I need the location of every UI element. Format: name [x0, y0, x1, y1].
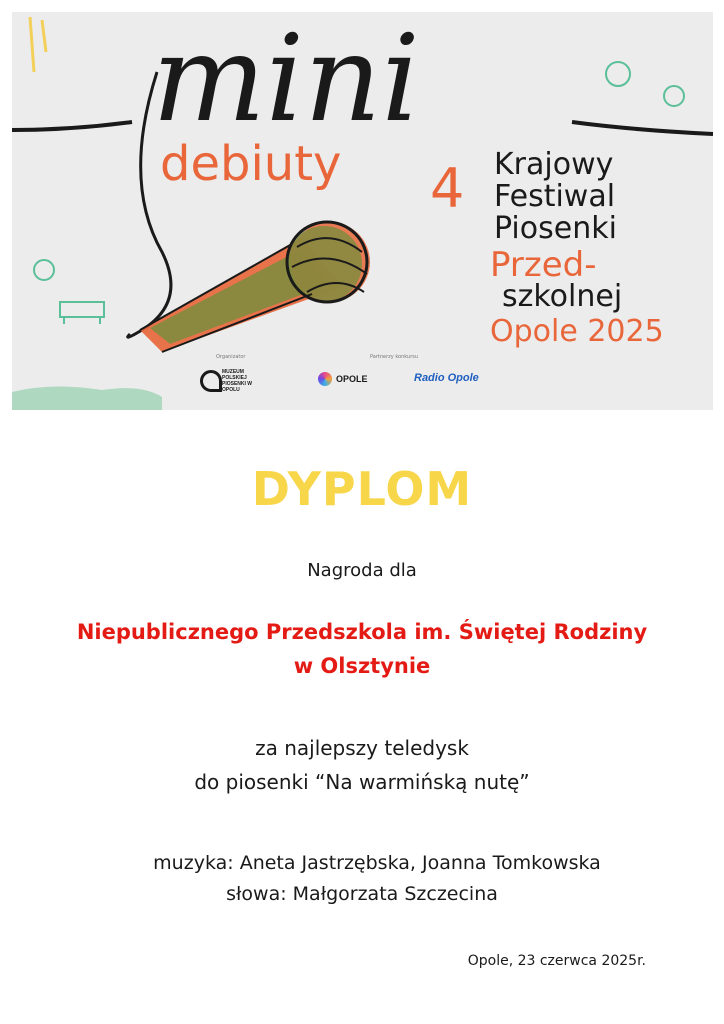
recipient-line-2: w Olsztynie: [293, 654, 431, 678]
festival-line-4: Przed-: [490, 245, 597, 285]
organizer-name: MUZEUM POLSKIEJ PIOSENKI W OPOLU: [222, 369, 253, 393]
festival-line-3: Piosenki: [494, 211, 617, 246]
festival-line-1: Krajowy: [494, 147, 614, 182]
partners-label: Partnerzy konkursu: [370, 354, 419, 360]
logo-number: 4: [430, 157, 465, 220]
animal-doodle-icon: [60, 302, 104, 324]
award-for-text: Nagroda dla: [307, 560, 417, 581]
opole-logo-icon: [318, 372, 332, 386]
festival-line-2: Festiwal: [494, 179, 616, 214]
festival-line-6: Opole 2025: [490, 314, 664, 349]
green-blob: [12, 386, 162, 410]
recipient-line-1: Niepublicznego Przedszkola im. Świętej Rodziny: [76, 620, 648, 644]
reason-line-1: za najlepszy teledysk: [255, 736, 469, 760]
logo-debiuty: debiuty: [160, 136, 342, 192]
reason-line-2: do piosenki “Na warmińską nutę”: [194, 770, 530, 794]
organizer-label: Organizator: [216, 354, 246, 360]
yellow-strokes: [30, 17, 46, 72]
museum-logo-icon: [200, 370, 222, 392]
lyrics-credit: słowa: Małgorzata Szczecina: [226, 883, 498, 905]
place-date: Opole, 23 czerwca 2025r.: [467, 953, 646, 969]
partner-opole: OPOLE: [336, 374, 368, 384]
partner-radio-opole: Radio Opole: [414, 372, 479, 384]
music-credit: muzyka: Aneta Jastrzębska, Joanna Tomkowska: [153, 852, 601, 874]
diploma-title: DYPLOM: [251, 462, 473, 516]
festival-line-5: szkolnej: [502, 279, 623, 314]
festival-banner: [12, 12, 713, 410]
logo-mini: mini: [152, 12, 420, 149]
microphone-icon: [140, 222, 370, 352]
